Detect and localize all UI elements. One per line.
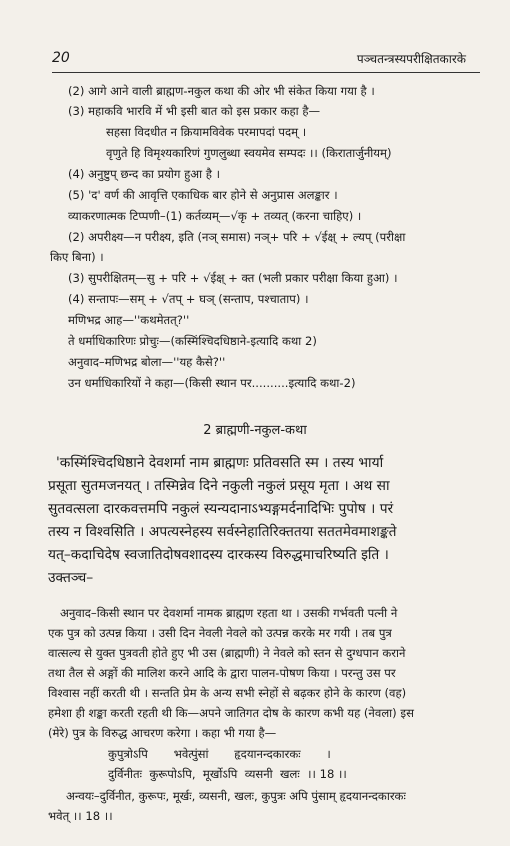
- verse-line: कुपुत्रोऽपि भवेत्पुंसां हृदयानन्दकारकः ।: [108, 747, 331, 761]
- note-line: (3) सुपरीक्षितम्—सु + परि + √ईक्ष् + क्त (भली प्रकार परीक्षा किया हुआ) ।: [68, 271, 398, 285]
- quote-line: वृणुते हि विमृश्यकारिणं गुणलुब्धा स्वयमेव सम्पदः ।। (किरातार्जुनीयम्): [106, 146, 392, 160]
- translation-line: विश्वास नहीं करती थी । सन्तति प्रेम के अन्य सभी स्नेहों से बढ़कर होने के कारण (वह): [48, 686, 407, 700]
- note-line: व्याकरणात्मक टिप्पणी–(1) कर्तव्यम्—√कृ + तव्यत् (करना चाहिए) ।: [68, 209, 362, 223]
- sanskrit-line: 'कस्मिंश्चिदधिष्ठाने देवशर्मा नाम ब्राह्मणः प्रतिवसति स्म । तस्य भार्या: [56, 455, 384, 471]
- page-number: 20: [52, 50, 70, 66]
- note-line: (4) सन्तापः—सम् + √तप् + घञ् (सन्ताप, पश्चाताप) ।: [68, 292, 309, 306]
- sanskrit-line: तस्य न विश्वसिति । अपत्यस्नेहस्य सर्वस्नेहातिरिक्ततया सततमेवमाशङ्कते: [48, 524, 397, 540]
- translation-line: वात्सल्य से युक्त पुत्रवती होते हुए भी उस (ब्राह्मणी) ने नेवले को स्तन से दुग्धपान कराने: [48, 646, 406, 660]
- translation-line: एक पुत्र को उत्पन्न किया । उसी दिन नेवली नेवले को उत्पन्न करके मर गयी । तब पुत्र: [48, 626, 392, 640]
- note-line: (5) 'द' वर्ण की आवृत्ति एकाधिक बार होने से अनुप्रास अलङ्कार ।: [68, 188, 338, 202]
- section-title: 2 ब्राह्मणी-नकुल-कथा: [203, 423, 307, 438]
- quote-line: सहसा विदधीत न क्रियामविवेक परमापदां पदम् ।: [106, 125, 307, 139]
- translation-line: (मेरे) पुत्र के विरुद्ध आचरण करेगा । कहा भी गया है—: [48, 726, 277, 740]
- running-title: पञ्चतन्त्रस्यपरीक्षितकारके: [356, 52, 466, 66]
- translation-line: अनुवाद–किसी स्थान पर देवशर्मा नामक ब्राह्मण रहता था । उसकी गर्भवती पत्नी ने: [60, 606, 398, 620]
- translation-line: हमेशा ही शङ्का करती रहती थी कि—अपने जातिगत दोष के कारण कभी यह (नेवला) इस: [48, 706, 414, 720]
- note-line: किए बिना) ।: [50, 250, 104, 264]
- anvaya-line: अन्वयः–दुर्विनीत, कुरूपः, मूर्खः, व्यसनी, खलः, कुपुत्रः अपि पुंसाम् हृदयानन्दकारकः: [66, 789, 406, 803]
- note-line: (2) अपरीक्ष्य—न परीक्ष्य, इति (नञ् समास) नञ्+ परि + √ईक्ष् + ल्यप् (परीक्षा: [68, 230, 406, 244]
- sanskrit-line: प्रसूता सुतमजनयत् । तस्मिन्नेव दिने नकुली नकुलं प्रसूय मृता । अथ सा: [48, 478, 390, 494]
- note-line: अनुवाद–मणिभद्र बोला—''यह कैसे?'': [68, 355, 226, 369]
- sanskrit-line: सुतवत्सला दारकवत्तमपि नकुलं स्यन्यदानाऽभ्यङ्गमर्दनादिभिः पुपोष । परं: [48, 501, 394, 517]
- note-line: (4) अनुष्टुप् छन्द का प्रयोग हुआ है ।: [68, 167, 221, 181]
- verse-line: दुर्विनीतः कुरूपोऽपि, मूर्खोऽपि व्यसनी खलः ।। 18 ।।: [108, 767, 347, 781]
- note-line: ते धर्माधिकारिणः प्रोचुः—(कस्मिंश्चिदधिष्ठाने-इत्यादि कथा 2): [68, 334, 317, 348]
- note-line: उन धर्माधिकारियों ने कहा—(किसी स्थान पर..........इत्यादि कथा-2): [68, 376, 356, 390]
- note-line: (3) महाकवि भारवि में भी इसी बात को इस प्रकार कहा है—: [68, 104, 321, 118]
- header-rule: [52, 72, 480, 73]
- sanskrit-line: यत्–कदाचिदेष स्वजातिदोषवशादस्य दारकस्य विरुद्धमाचरिष्यति इति ।: [48, 547, 389, 563]
- note-line: मणिभद्र आह—''कथमेतत्?'': [68, 313, 190, 327]
- note-line: (2) आगे आने वाली ब्राह्मण-नकुल कथा की ओर भी संकेत किया गया है ।: [68, 84, 375, 98]
- sanskrit-line: उक्तञ्च–: [48, 570, 94, 586]
- translation-line: तथा तैल से अङ्गों की मालिश करने आदि के द्वारा पालन-पोषण किया । परन्तु उस पर: [48, 666, 396, 680]
- anvaya-line: भवेत् ।। 18 ।।: [48, 809, 113, 823]
